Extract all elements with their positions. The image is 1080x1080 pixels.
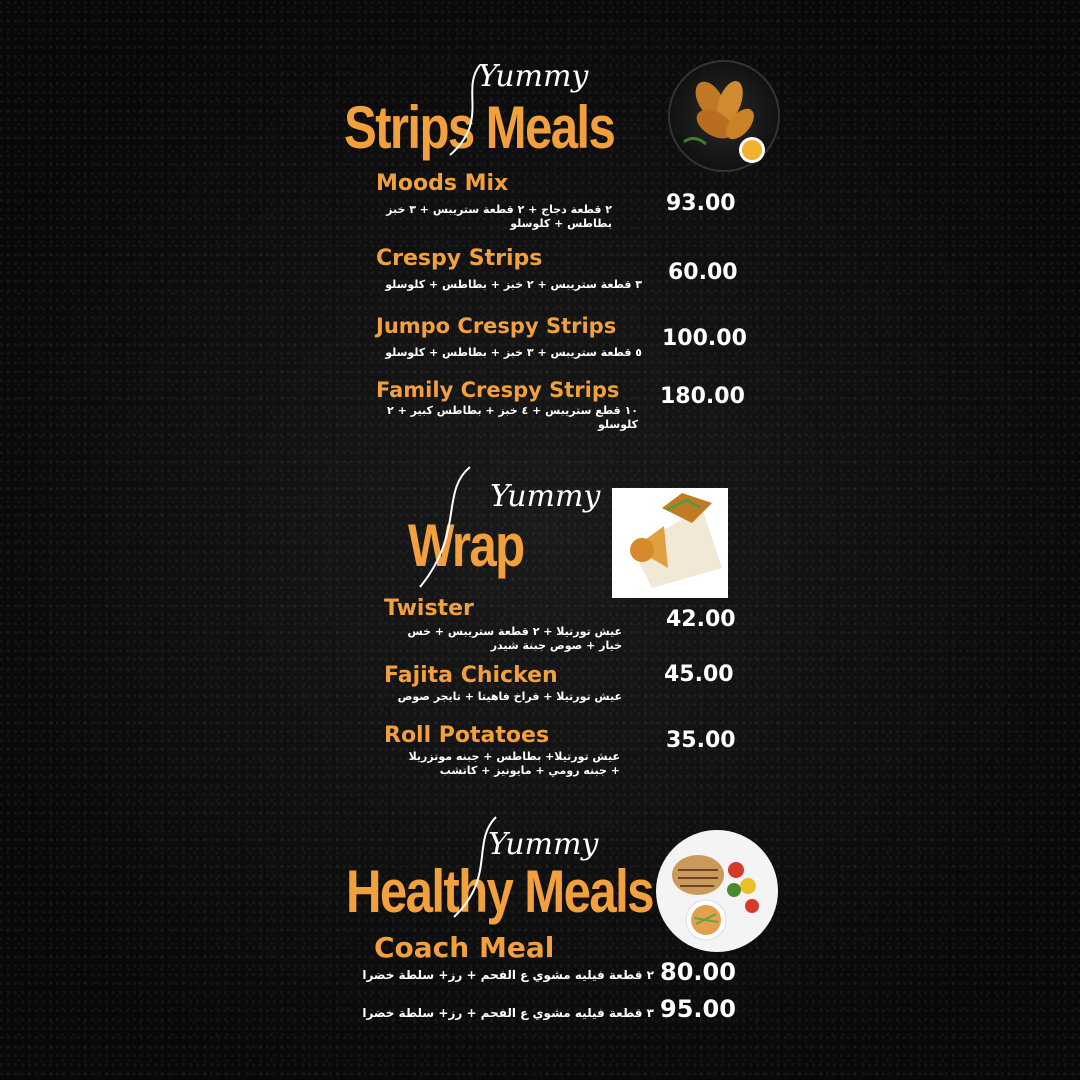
item-name-crespy-strips: Crespy Strips [376, 246, 543, 271]
item-price-twister: 42.00 [666, 607, 736, 632]
item-desc-roll-potatoes: عيش تورتيلا+ بطاطس + جبنه موتزريلا + جبنه رومي + مايونيز + كاتشب [408, 750, 620, 777]
item-desc-crespy-strips: ٣ قطعة ستريبس + ٢ خبز + بطاطس + كلوسلو [385, 278, 642, 291]
healthy-subtitle: Coach Meal [374, 931, 555, 964]
healthy-title: Healthy Meals [346, 858, 653, 925]
item-desc-twister: عيش تورتيلا + ٢ قطعة ستريبس + خس خيار + صوص جبنة شيدر [407, 625, 622, 652]
grilled-meal-icon [656, 830, 778, 952]
chicken-strips-icon [670, 62, 778, 170]
healthy-script: Yummy [488, 827, 599, 862]
wrap-title: Wrap [408, 512, 524, 579]
item-price-crespy-strips: 60.00 [668, 260, 738, 285]
item-price-family-crespy-strips: 180.00 [660, 384, 745, 409]
item-price-moods-mix: 93.00 [666, 191, 736, 216]
item-desc-moods-mix: ٢ قطعة دجاج + ٢ قطعة ستريبس + ٣ خبز بطاطس + كلوسلو [386, 203, 612, 230]
healthy-script-flourish [446, 812, 506, 922]
strips-title: Strips Meals [344, 94, 615, 161]
item-desc-jumpo-crespy-strips: ٥ قطعة ستريبس + ٣ خبز + بطاطس + كلوسلو [385, 346, 642, 359]
wrap-script: Yummy [490, 479, 601, 514]
item-price-jumpo-crespy-strips: 100.00 [662, 326, 747, 351]
wrap-image [612, 488, 728, 598]
wrap-script-flourish [410, 462, 480, 592]
item-name-family-crespy-strips: Family Crespy Strips [376, 378, 620, 402]
item-name-roll-potatoes: Roll Potatoes [384, 723, 550, 748]
item-name-twister: Twister [384, 596, 474, 621]
healthy-plate-image [656, 830, 778, 952]
item-name-fajita-chicken: Fajita Chicken [384, 663, 558, 688]
item-price-coach-3: 95.00 [660, 995, 736, 1023]
item-price-coach-2: 80.00 [660, 958, 736, 986]
item-desc-coach-3: ٣ قطعة فيليه مشوي ع الفحم + رز+ سلطة خضرا [362, 1006, 654, 1020]
item-desc-coach-2: ٢ قطعة فيليه مشوي ع الفحم + رز+ سلطة خضرا [362, 968, 654, 982]
item-price-roll-potatoes: 35.00 [666, 728, 736, 753]
item-name-jumpo-crespy-strips: Jumpo Crespy Strips [376, 314, 617, 338]
strips-script: Yummy [478, 59, 589, 94]
item-desc-fajita-chicken: عيش تورتيلا + فراخ فاهيتا + تايجر صوص [397, 690, 622, 703]
strips-plate-image [668, 60, 780, 172]
item-name-moods-mix: Moods Mix [376, 171, 509, 196]
item-price-fajita-chicken: 45.00 [664, 662, 734, 687]
item-desc-family-crespy-strips: ١٠ قطع ستريبس + ٤ خبز + بطاطس كبير + ٢ كلوسلو [387, 404, 638, 431]
strips-script-flourish [440, 60, 500, 160]
